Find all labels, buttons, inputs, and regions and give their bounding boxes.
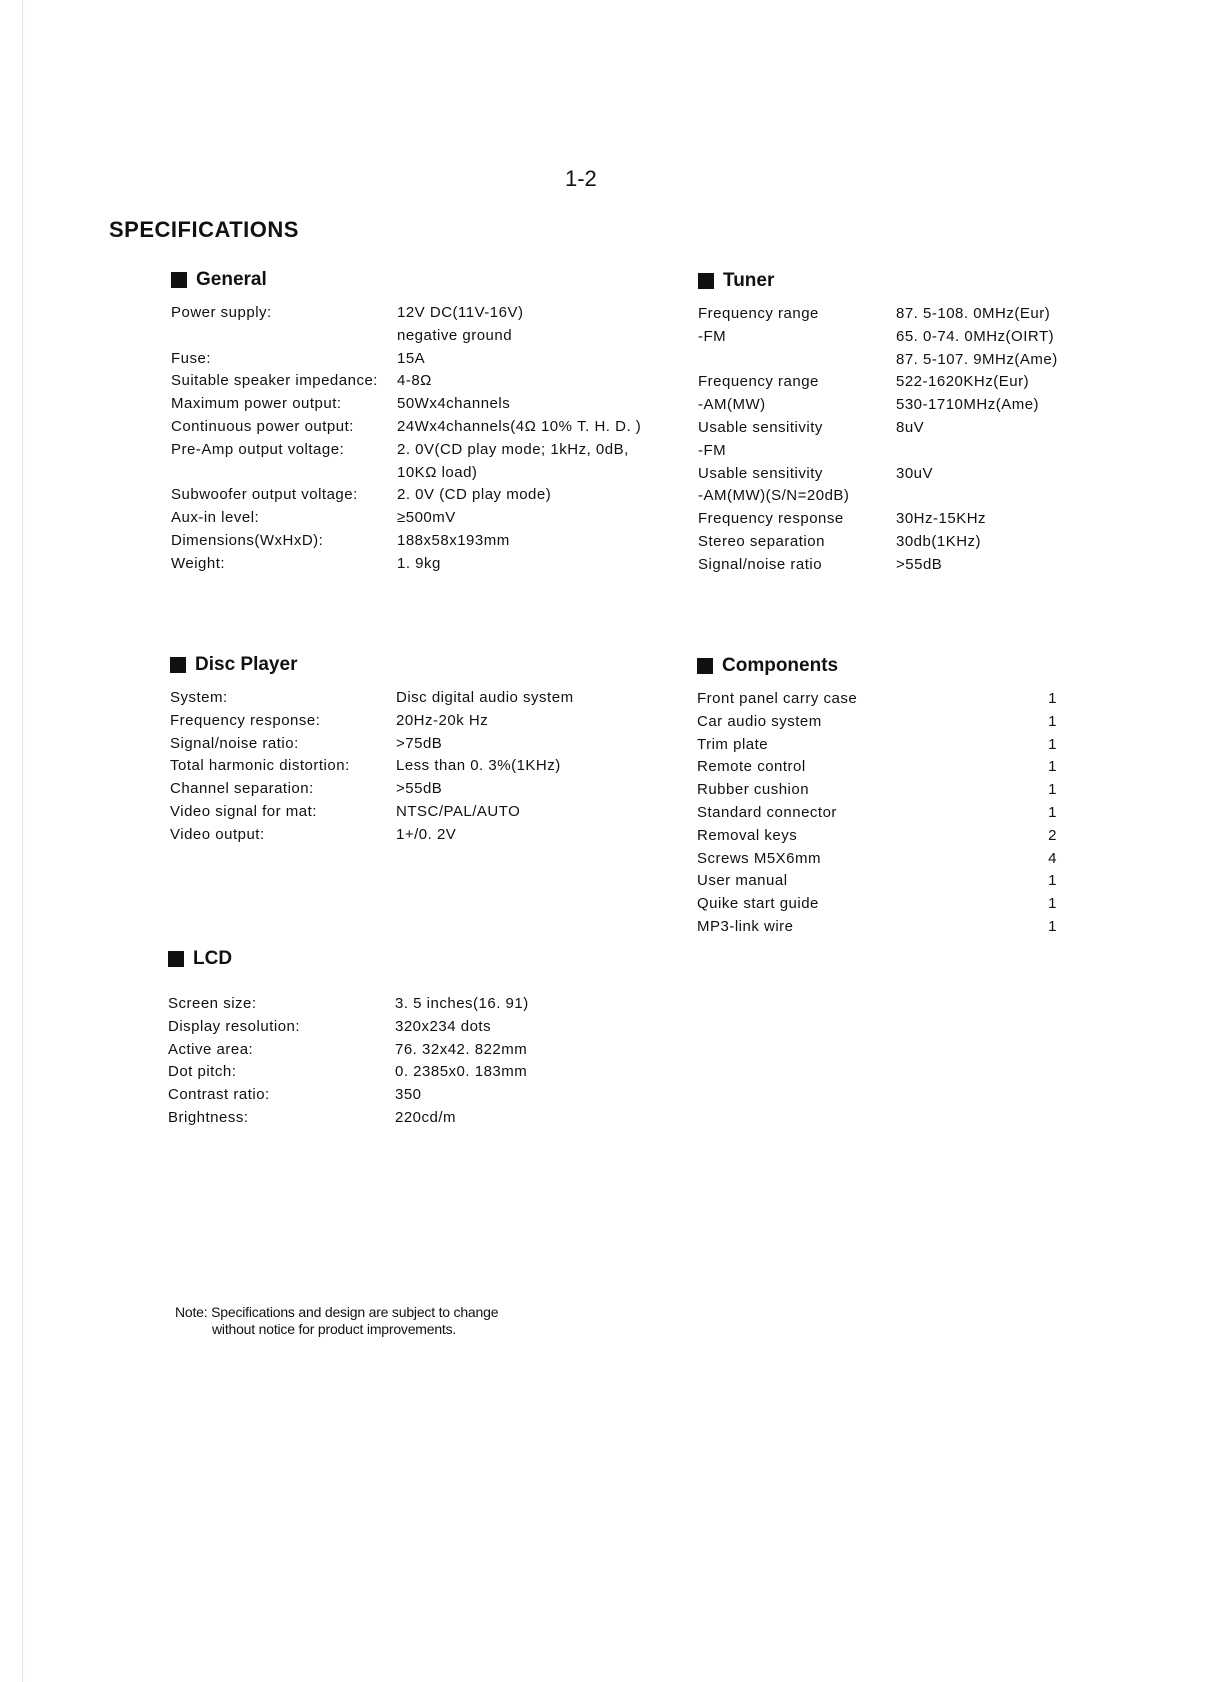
- spec-label: Frequency response: [698, 510, 844, 528]
- spec-row: [698, 508, 1058, 531]
- spec-value: 2. 0V(CD play mode; 1kHz, 0dB,: [397, 440, 629, 458]
- spec-value: 2. 0V (CD play mode): [397, 486, 552, 504]
- spec-row: [698, 417, 1058, 440]
- spec-label: MP3-link wire: [697, 917, 794, 935]
- bullet-square-icon: [168, 951, 184, 967]
- spec-value: 20Hz-20k Hz: [396, 711, 489, 729]
- spec-row: [697, 711, 1057, 734]
- spec-label: Dot pitch:: [168, 1063, 237, 1081]
- component-quantity: 1: [1048, 758, 1057, 776]
- spec-row: [697, 893, 1057, 916]
- spec-label: Quike start guide: [697, 895, 819, 913]
- spec-value: 12V DC(11V-16V): [397, 304, 524, 321]
- spec-row: [168, 1039, 529, 1062]
- bullet-square-icon: [170, 657, 186, 673]
- spec-label: Dimensions(WxHxD):: [171, 531, 324, 549]
- section-heading: [698, 269, 1058, 293]
- spec-row: [698, 349, 1058, 372]
- spec-value: 4-8Ω: [397, 372, 432, 390]
- spec-label: Power supply:: [171, 304, 272, 321]
- spec-value: >55dB: [396, 780, 443, 798]
- section-heading-label: Tuner: [723, 270, 775, 291]
- bullet-square-icon: [171, 272, 187, 288]
- component-quantity: 1: [1048, 872, 1057, 890]
- spec-value: negative ground: [397, 326, 513, 344]
- spec-value: ≥500mV: [397, 509, 456, 527]
- component-quantity: 1: [1048, 712, 1057, 730]
- spec-row: [171, 553, 641, 576]
- spec-row: [168, 1084, 529, 1107]
- spec-rows: [697, 688, 1057, 939]
- spec-row: [171, 439, 641, 462]
- footnote-line-2: without notice for product improvements.: [212, 1321, 457, 1337]
- spec-value: 1+/0. 2V: [396, 825, 457, 843]
- spec-row: [171, 484, 641, 507]
- component-quantity: 1: [1048, 803, 1057, 821]
- spec-value: 76. 32x42. 822mm: [395, 1040, 528, 1058]
- spec-label: System:: [170, 689, 228, 706]
- spec-label: Screen size:: [168, 995, 257, 1012]
- spec-label: Subwoofer output voltage:: [171, 486, 358, 504]
- spec-row: [171, 530, 641, 553]
- spec-value: 3. 5 inches(16. 91): [395, 995, 529, 1012]
- spec-label: Frequency range: [698, 305, 819, 322]
- spec-label: Weight:: [171, 554, 226, 572]
- spec-label: Standard connector: [697, 803, 837, 821]
- spec-value: 320x234 dots: [395, 1017, 492, 1035]
- spec-label: Signal/noise ratio:: [170, 734, 299, 752]
- section-tuner: [698, 269, 1058, 577]
- spec-value: 530-1710MHz(Ame): [896, 396, 1040, 414]
- component-quantity: 1: [1048, 690, 1057, 707]
- spec-row: [170, 710, 574, 733]
- spec-label: [171, 325, 397, 348]
- spec-value: 30db(1KHz): [896, 532, 982, 550]
- spec-label: Fuse:: [171, 349, 212, 367]
- spec-row: [171, 348, 641, 371]
- spec-row: [170, 778, 574, 801]
- spec-value: 188x58x193mm: [397, 531, 510, 549]
- spec-row: [697, 756, 1057, 779]
- spec-row: [697, 916, 1057, 939]
- spec-value: 220cd/m: [395, 1108, 457, 1126]
- component-quantity: 1: [1048, 735, 1057, 753]
- spec-label: Car audio system: [697, 712, 822, 730]
- spec-label: Contrast ratio:: [168, 1086, 270, 1104]
- spec-row: [697, 734, 1057, 757]
- spec-row: [171, 393, 641, 416]
- spec-row: [170, 733, 574, 756]
- spec-label: [698, 349, 896, 372]
- spec-label: -FM: [698, 327, 727, 345]
- spec-row: [698, 463, 1058, 486]
- spec-label: Display resolution:: [168, 1017, 301, 1035]
- page-margin-line: [22, 0, 23, 1682]
- spec-label: Video output:: [170, 825, 265, 843]
- spec-row: [698, 371, 1058, 394]
- spec-row: [171, 507, 641, 530]
- spec-value: 24Wx4channels(4Ω 10% T. H. D. ): [397, 417, 642, 435]
- spec-row: [698, 440, 1058, 463]
- bullet-square-icon: [697, 658, 713, 674]
- spec-label: Rubber cushion: [697, 781, 810, 799]
- spec-value: >75dB: [396, 734, 443, 752]
- spec-row: [697, 825, 1057, 848]
- spec-value: 50Wx4channels: [397, 395, 511, 413]
- spec-label: Suitable speaker impedance:: [171, 372, 378, 390]
- section-heading-label: Components: [722, 655, 839, 676]
- page-number: 1-2: [565, 166, 597, 191]
- section-heading: [697, 654, 1057, 678]
- spec-row: [168, 1107, 529, 1130]
- spec-label: Active area:: [168, 1040, 254, 1058]
- spec-label: Usable sensitivity: [698, 464, 823, 482]
- spec-row: [697, 848, 1057, 871]
- spec-row: [168, 1061, 529, 1084]
- section-heading-label: Disc Player: [195, 654, 298, 675]
- bullet-square-icon: [698, 273, 714, 289]
- spec-label: Signal/noise ratio: [698, 555, 823, 573]
- spec-value: NTSC/PAL/AUTO: [396, 802, 521, 820]
- section-lcd: [168, 947, 529, 1130]
- section-heading: [168, 947, 529, 971]
- section-disc-player: [170, 653, 574, 847]
- spec-row: [697, 779, 1057, 802]
- spec-label: -AM(MW)(S/N=20dB): [698, 487, 850, 505]
- spec-label: User manual: [697, 872, 788, 890]
- spec-row: [697, 688, 1057, 711]
- spec-value: 87. 5-108. 0MHz(Eur): [896, 305, 1051, 322]
- spec-value: 8uV: [896, 418, 925, 436]
- spec-label: Front panel carry case: [697, 690, 858, 707]
- spec-value: Disc digital audio system: [396, 689, 574, 706]
- spec-value: 10KΩ load): [397, 463, 478, 481]
- spec-label: -AM(MW): [698, 396, 766, 414]
- component-quantity: 4: [1048, 849, 1057, 867]
- spec-label: Video signal for mat:: [170, 802, 317, 820]
- spec-row: [168, 1016, 529, 1039]
- spec-row: [171, 416, 641, 439]
- footnote-line-1: Note: Specifications and design are subject to change: [175, 1304, 499, 1320]
- spec-label: Trim plate: [697, 735, 769, 753]
- spec-value: 15A: [397, 349, 426, 367]
- spec-row: [170, 824, 574, 847]
- spec-value: Less than 0. 3%(1KHz): [396, 757, 561, 775]
- footnote: [175, 1304, 498, 1338]
- spec-row: [697, 870, 1057, 893]
- spec-value: 350: [395, 1086, 422, 1104]
- spec-rows: [698, 303, 1058, 577]
- spec-value: 30Hz-15KHz: [896, 510, 987, 528]
- spec-row: [698, 531, 1058, 554]
- component-quantity: 2: [1048, 826, 1057, 844]
- spec-row: [171, 302, 641, 325]
- spec-row: [170, 755, 574, 778]
- spec-label: Frequency range: [698, 373, 819, 391]
- spec-value: 522-1620KHz(Eur): [896, 373, 1030, 391]
- spec-label: Usable sensitivity: [698, 418, 823, 436]
- section-heading: [170, 653, 574, 677]
- spec-label: Pre-Amp output voltage:: [171, 440, 345, 458]
- spec-row: [171, 325, 641, 348]
- spec-label: Brightness:: [168, 1108, 249, 1126]
- spec-label: Continuous power output:: [171, 417, 354, 435]
- section-general: [171, 268, 641, 576]
- spec-label: -FM: [698, 441, 727, 459]
- component-quantity: 1: [1048, 917, 1057, 935]
- component-quantity: 1: [1048, 781, 1057, 799]
- spec-value: 0. 2385x0. 183mm: [395, 1063, 528, 1081]
- spec-label: Screws M5X6mm: [697, 849, 822, 867]
- section-components: [697, 654, 1057, 939]
- spec-label: Aux-in level:: [171, 509, 260, 527]
- page-title: SPECIFICATIONS: [109, 217, 299, 242]
- spec-rows: [171, 302, 641, 576]
- spec-row: [698, 554, 1058, 577]
- section-heading-label: General: [196, 269, 267, 290]
- spec-label: Total harmonic distortion:: [170, 757, 350, 775]
- spec-value: 65. 0-74. 0MHz(OIRT): [896, 327, 1055, 345]
- spec-row: [698, 326, 1058, 349]
- spec-row: [171, 462, 641, 485]
- spec-label: [171, 462, 397, 485]
- spec-label: Frequency response:: [170, 711, 321, 729]
- spec-label: Removal keys: [697, 826, 798, 844]
- spec-value: 30uV: [896, 464, 934, 482]
- spec-label: Stereo separation: [698, 532, 825, 550]
- section-heading: [171, 268, 641, 292]
- spec-label: Channel separation:: [170, 780, 314, 798]
- spec-value: >55dB: [896, 555, 943, 573]
- spec-row: [170, 801, 574, 824]
- spec-row: [168, 993, 529, 1016]
- spec-row: [697, 802, 1057, 825]
- spec-row: [698, 485, 1058, 508]
- spec-row: [170, 687, 574, 710]
- spec-label: Remote control: [697, 758, 806, 776]
- spec-rows: [168, 993, 529, 1130]
- spec-row: [698, 394, 1058, 417]
- spec-row: [171, 370, 641, 393]
- spec-label: Maximum power output:: [171, 395, 342, 413]
- spec-rows: [170, 687, 574, 847]
- spec-row: [698, 303, 1058, 326]
- component-quantity: 1: [1048, 895, 1057, 913]
- spec-value: 87. 5-107. 9MHz(Ame): [896, 350, 1058, 368]
- spec-value: 1. 9kg: [397, 554, 441, 572]
- section-heading-label: LCD: [193, 948, 233, 969]
